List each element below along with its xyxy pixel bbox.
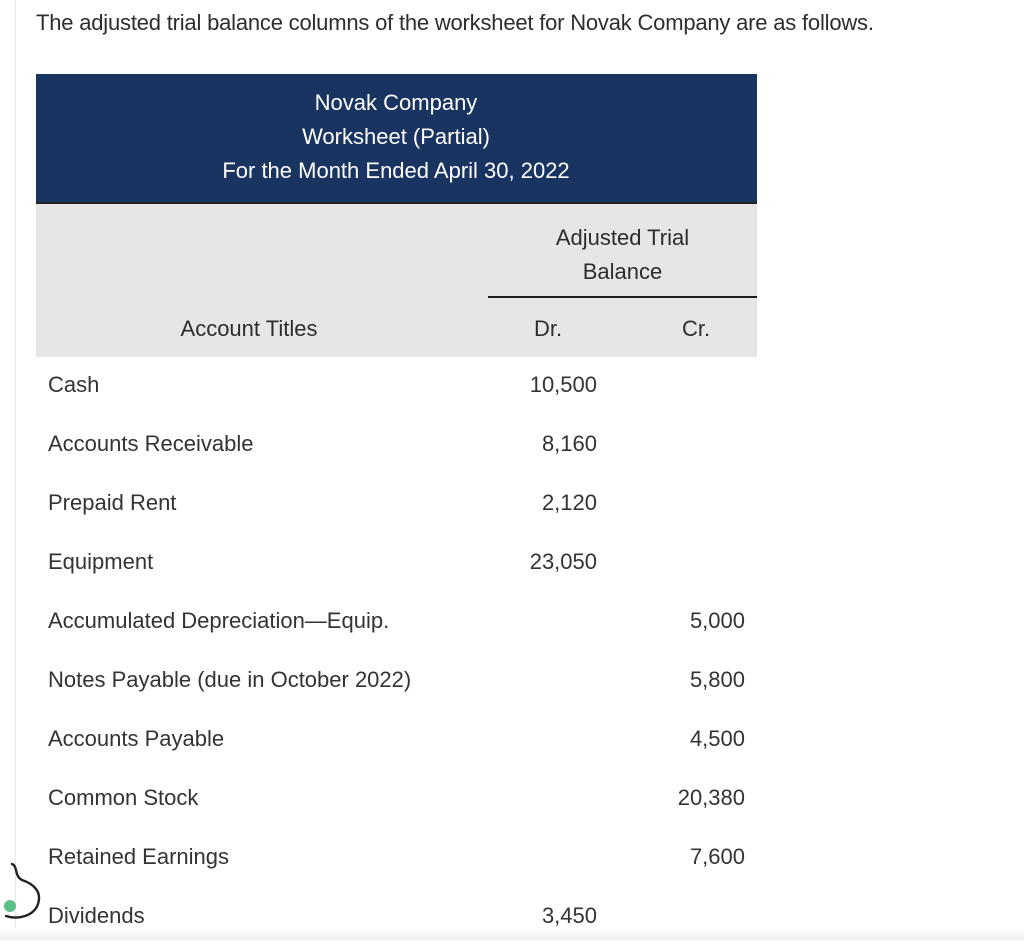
column-group-label-line2: Balance <box>582 259 663 284</box>
worksheet-table <box>36 74 757 357</box>
debit-amount: 23,050 <box>529 549 597 574</box>
table-row <box>36 533 757 592</box>
account-title: Dividends <box>48 903 145 928</box>
account-title: Accounts Receivable <box>48 431 254 456</box>
account-title: Accounts Payable <box>48 726 225 751</box>
worksheet-title: Worksheet (Partial) <box>302 124 490 149</box>
header-credit: Cr. <box>681 316 711 341</box>
header-debit: Dr. <box>533 316 563 341</box>
worksheet-title-block <box>36 74 757 204</box>
assistant-avatar-icon[interactable] <box>0 862 46 922</box>
account-title: Equipment <box>48 549 154 574</box>
worksheet-period: For the Month Ended April 30, 2022 <box>222 158 570 183</box>
column-group-label-line1: Adjusted Trial <box>555 225 690 250</box>
table-row <box>36 769 757 828</box>
account-title: Prepaid Rent <box>48 490 177 515</box>
account-title: Cash <box>48 372 100 397</box>
table-row <box>36 651 757 710</box>
debit-amount: 10,500 <box>529 372 597 397</box>
credit-amount: 20,380 <box>677 785 745 810</box>
debit-amount: 2,120 <box>541 490 597 515</box>
debit-amount: 3,450 <box>541 903 597 928</box>
table-row <box>36 415 757 474</box>
header-account-titles: Account Titles <box>180 316 318 341</box>
account-title: Accumulated Depreciation—Equip. <box>48 608 390 633</box>
left-border <box>15 0 16 940</box>
bottom-edge-shadow <box>0 928 1024 940</box>
account-title: Notes Payable (due in October 2022) <box>48 667 412 692</box>
status-indicator-icon <box>4 900 16 912</box>
company-name: Novak Company <box>314 90 478 115</box>
credit-amount: 5,800 <box>689 667 745 692</box>
table-row <box>36 828 757 887</box>
credit-amount: 4,500 <box>689 726 745 751</box>
account-title: Retained Earnings <box>48 844 230 869</box>
debit-amount: 8,160 <box>541 431 597 456</box>
account-rows <box>36 356 757 946</box>
table-row <box>36 474 757 533</box>
table-row <box>36 356 757 415</box>
table-row <box>36 592 757 651</box>
credit-amount: 7,600 <box>689 844 745 869</box>
credit-amount: 5,000 <box>689 608 745 633</box>
table-row <box>36 710 757 769</box>
account-title: Common Stock <box>48 785 199 810</box>
column-header-block <box>36 204 757 357</box>
column-group-rule <box>488 296 757 298</box>
column-group-label <box>488 221 757 289</box>
problem-statement: The adjusted trial balance columns of the worksheet for Novak Company are as follows. <box>36 10 874 35</box>
